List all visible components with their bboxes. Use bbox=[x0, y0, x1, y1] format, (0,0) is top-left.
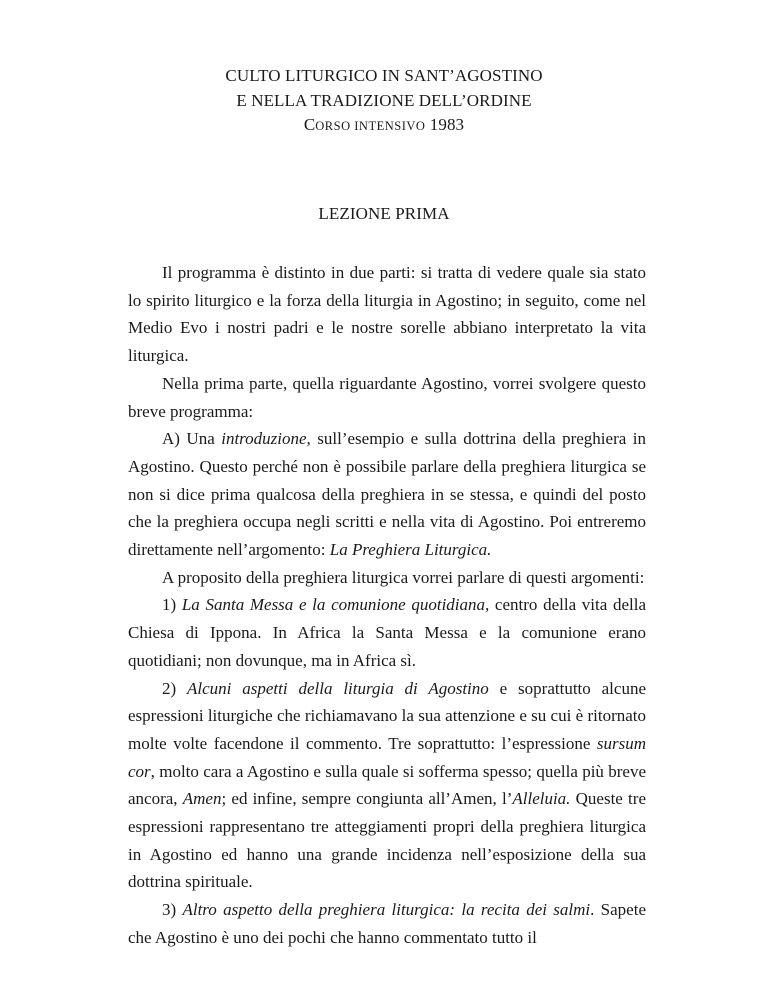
paragraph-6-italic: sursum cor bbox=[128, 733, 646, 781]
paragraph-7-text: . Sapete che Agostino è uno dei pochi che hanno commentato tutto il bbox=[128, 900, 646, 947]
paragraph-6-italic: Amen bbox=[182, 789, 222, 809]
document-title-line-1: CULTO LITURGICO IN SANT’AGOSTINO bbox=[225, 66, 543, 85]
paragraph-3 bbox=[128, 425, 646, 564]
paragraph-4: A proposito della preghiera liturgica vorrei parlare di questi argomenti: bbox=[162, 567, 645, 587]
paragraph-6-italic: Alleluia. bbox=[512, 789, 571, 809]
paragraph-6-italic: Alcuni aspetti della liturgia di Agostino bbox=[187, 678, 489, 698]
paragraph-3-text: A) Una bbox=[162, 429, 222, 449]
body-text bbox=[128, 259, 646, 952]
paragraph-5-text: 1) bbox=[162, 595, 182, 615]
paragraph-6-text: 2) bbox=[162, 678, 188, 698]
course-subtitle-smallcaps: ORSO INTENSIVO bbox=[315, 119, 426, 133]
paragraph-6-text: Queste tre espressioni rappresentano tre atteggiamenti propri della preghiera liturgica in Agostino ed hanno una grande incidenza nell’esposizione della sua dottrina spirituale. bbox=[128, 789, 646, 892]
paragraph-5-italic: La Santa Messa e la comunione quotidiana bbox=[181, 595, 486, 615]
paragraph-7 bbox=[128, 896, 646, 951]
paragraph-6-text: ; ed infine, sempre congiunta all’Amen, l’ bbox=[221, 789, 513, 809]
paragraph-3-italic: La Preghiera Liturgica. bbox=[329, 540, 492, 560]
paragraph-6 bbox=[128, 675, 646, 897]
paragraph-7-text: 3) bbox=[162, 900, 183, 920]
paragraph-6-text: e soprattutto alcune espressioni liturgiche che richiamavano la sua attenzione e su cui è ritornato molte volte facendone il commento. Tre soprattutto: l’espressione bbox=[128, 678, 646, 753]
paragraph-1: Il programma è distinto in due parti: si tratta di vedere quale sia stato lo spirito liturgico e la forza della liturgia in Agostino; in seguito, come nel Medio Evo i nostri padri e le nostre sorelle abbiano interpretato la vita liturgica. bbox=[128, 263, 646, 366]
course-subtitle-year: 1983 bbox=[425, 115, 465, 134]
paragraph-5-text: , centro della vita della Chiesa di Ippona. In Africa la Santa Messa e la comunione erano quotidiani; non dovunque, ma in Africa sì. bbox=[128, 595, 646, 670]
document-title-line-2: E NELLA TRADIZIONE DELL’ORDINE bbox=[236, 91, 532, 110]
paragraph-3-italic: introduzione, bbox=[221, 429, 311, 449]
paragraph-5 bbox=[128, 591, 646, 674]
paragraph-2: Nella prima parte, quella riguardante Agostino, vorrei svolgere questo breve programma: bbox=[128, 373, 646, 421]
paragraph-6-text: , molto cara a Agostino e sulla quale si sofferma spesso; quella più breve ancora, bbox=[128, 761, 646, 809]
paragraph-7-italic: Altro aspetto della preghiera liturgica: la recita dei salmi bbox=[182, 900, 591, 920]
course-subtitle-initial: C bbox=[303, 115, 316, 134]
lesson-title: LEZIONE PRIMA bbox=[318, 204, 450, 223]
paragraph-3-text: sull’esempio e sulla dottrina della preghiera in Agostino. Questo perché non è possibile parlare della preghiera liturgica se non si dice prima qualcosa della preghiera in se stessa, e quindi del posto che la preghiera occupa negli scritti e nella vita di Agostino. Poi entreremo direttamente nell’argomento: bbox=[128, 429, 646, 560]
course-subtitle bbox=[0, 113, 768, 138]
